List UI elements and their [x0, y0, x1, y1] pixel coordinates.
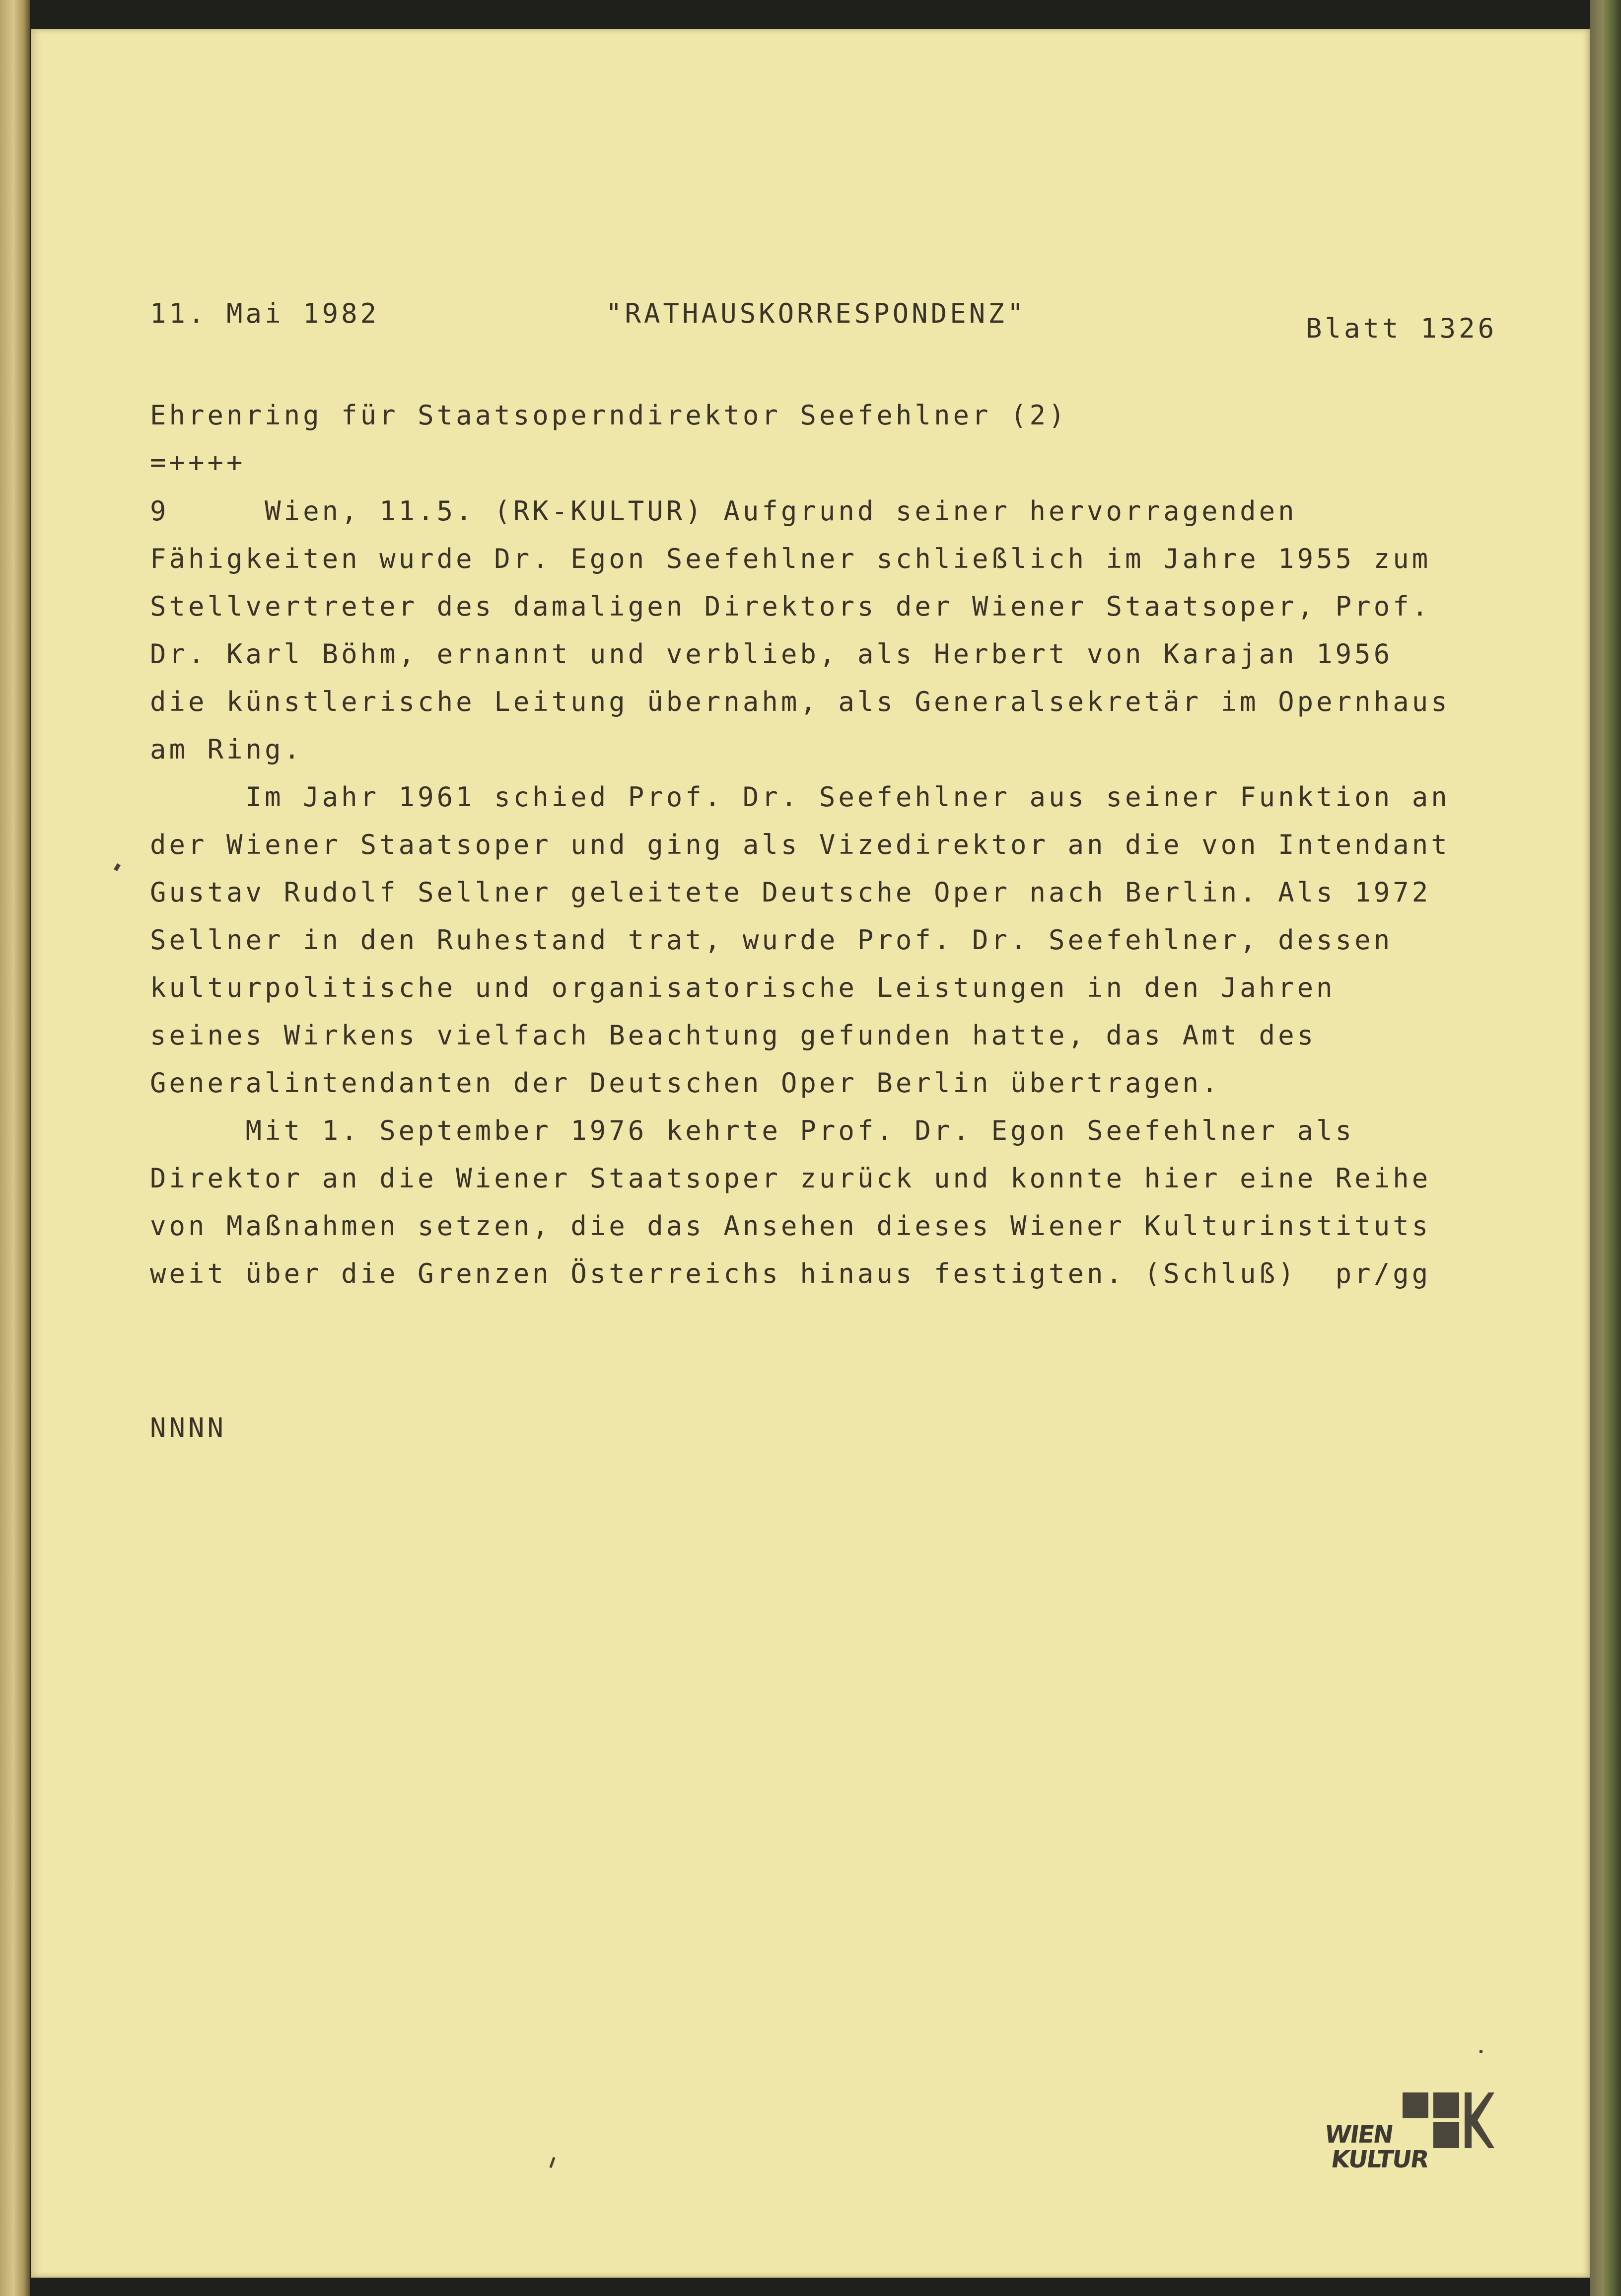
article-line: von Maßnahmen setzen, die das Ansehen dieses Wiener Kulturinstituts [150, 1210, 1431, 1242]
article-line: Generalintendanten der Deutschen Oper Berlin übertragen. [150, 1067, 1221, 1099]
article-line: Dr. Karl Böhm, ernannt und verblieb, als Herbert von Karajan 1956 [150, 638, 1393, 670]
logo-wordmark-line2: KULTUR [1329, 2146, 1430, 2173]
article-line: Im Jahr 1961 schied Prof. Dr. Seefehlner aus seiner Funktion an [150, 781, 1450, 813]
article-line: Gustav Rudolf Sellner geleitete Deutsche Oper nach Berlin. Als 1972 [150, 877, 1431, 908]
article-line: der Wiener Staatsoper und ging als Vizedirektor an die von Intendant [150, 829, 1450, 860]
end-mark: NNNN [150, 1412, 227, 1444]
article-separator: =++++ [150, 447, 246, 478]
wien-kultur-logo [1323, 2092, 1502, 2192]
header-sheet-number: Blatt 1326 [1306, 313, 1497, 344]
article-headline: Ehrenring für Staatsoperndirektor Seefehlner (2) [150, 400, 1068, 431]
logo-arrow-icon [1465, 2092, 1494, 2148]
paper-sheet [31, 29, 1590, 2278]
binding-strip [0, 0, 30, 2296]
article-line: Direktor an die Wiener Staatsoper zurück und konnte hier eine Reihe [150, 1163, 1431, 1194]
article-line: weit über die Grenzen Österreichs hinaus festigten. (Schluß) pr/gg [150, 1258, 1431, 1289]
ink-speck [1480, 2050, 1482, 2053]
page-edge [1590, 0, 1621, 2296]
article-line: am Ring. [150, 734, 303, 765]
article-line: 9 Wien, 11.5. (RK-KULTUR) Aufgrund seiner hervorragenden [150, 495, 1297, 527]
article-line: Stellvertreter des damaligen Direktors der Wiener Staatsoper, Prof. [150, 591, 1431, 622]
logo-square [1433, 2092, 1459, 2118]
header-publication-title: "RATHAUSKORRESPONDENZ" [606, 298, 1027, 329]
logo-square [1403, 2092, 1428, 2118]
article-line: die künstlerische Leitung übernahm, als Generalsekretär im Opernhaus [150, 686, 1450, 717]
logo-square [1433, 2122, 1459, 2148]
logo-wordmark-line1: WIEN [1323, 2121, 1395, 2149]
logo-wordmark [1320, 2122, 1433, 2172]
header-date: 11. Mai 1982 [150, 298, 380, 329]
article-line: kulturpolitische und organisatorische Leistungen in den Jahren [150, 972, 1336, 1003]
article-line: Fähigkeiten wurde Dr. Egon Seefehlner schließlich im Jahre 1955 zum [150, 543, 1431, 574]
article-line: Sellner in den Ruhestand trat, wurde Prof. Dr. Seefehlner, dessen [150, 924, 1393, 956]
article-line: Mit 1. September 1976 kehrte Prof. Dr. Egon Seefehlner als [150, 1115, 1355, 1146]
article-line: seines Wirkens vielfach Beachtung gefunden hatte, das Amt des [150, 1020, 1317, 1051]
